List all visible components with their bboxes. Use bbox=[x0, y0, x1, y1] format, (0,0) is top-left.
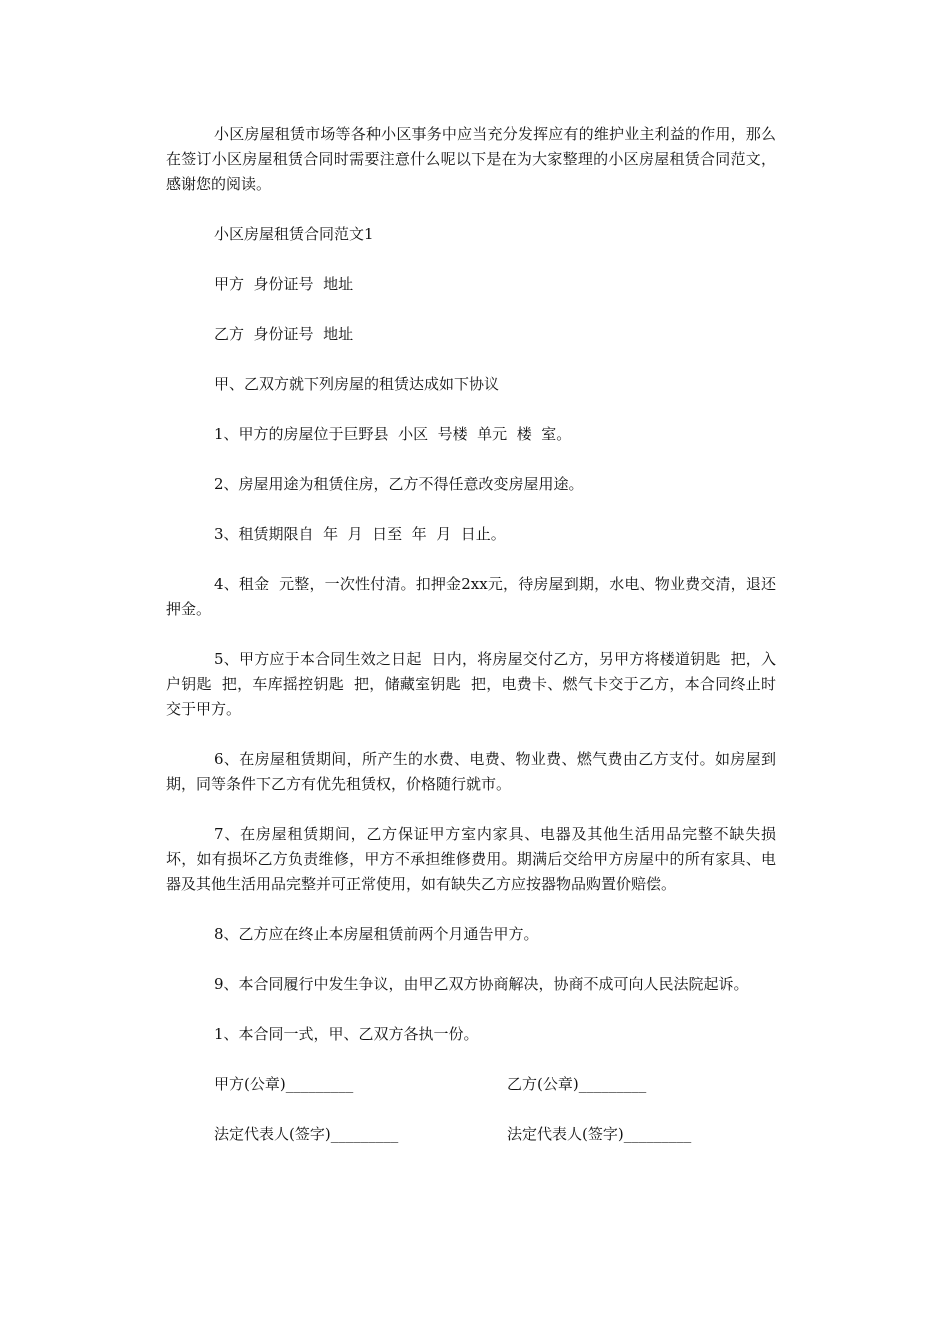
clause-3: 3、租赁期限自 年 月 日至 年 月 日止。 bbox=[214, 525, 506, 543]
clause-9: 9、本合同履行中发生争议，由甲乙双方协商解决，协商不成可向人民法院起诉。 bbox=[214, 975, 749, 993]
seal-row bbox=[166, 1072, 776, 1097]
intro-paragraph: 小区房屋租赁市场等各种小区事务中应当充分发挥应有的维护业主利益的作用，那么在签订小区房屋租赁合同时需要注意什么呢以下是在为大家整理的小区房屋租赁合同范文，感谢您的阅读。 bbox=[166, 125, 776, 193]
party-a-representative-field: 法定代表人(签字)_________ bbox=[214, 1125, 399, 1143]
clause-4: 4、租金 元整，一次性付清。扣押金2xx元，待房屋到期，水电、物业费交清，退还押金。 bbox=[166, 575, 776, 618]
party-b-representative-field: 法定代表人(签字)_________ bbox=[507, 1125, 692, 1143]
clause-8: 8、乙方应在终止本房屋租赁前两个月通告甲方。 bbox=[214, 925, 539, 943]
clause-7: 7、在房屋租赁期间，乙方保证甲方室内家具、电器及其他生活用品完整不缺失损坏，如有损坏乙方负责维修，甲方不承担维修费用。期满后交给甲方房屋中的所有家具、电器及其他生活用品完整并可正常使用，如有缺失乙方应按器物品购置价赔偿。 bbox=[166, 825, 776, 893]
clause-copies: 1、本合同一式，甲、乙双方各执一份。 bbox=[214, 1025, 479, 1043]
contract-heading: 小区房屋租赁合同范文1 bbox=[214, 225, 374, 243]
clause-5: 5、甲方应于本合同生效之日起 日内，将房屋交付乙方，另甲方将楼道钥匙 把，入户钥匙 把，车库摇控钥匙 把，储藏室钥匙 把，电费卡、燃气卡交于乙方，本合同终止时交于甲方。 bbox=[166, 650, 776, 718]
clause-6: 6、在房屋租赁期间，所产生的水费、电费、物业费、燃气费由乙方支付。如房屋到期，同等条件下乙方有优先租赁权，价格随行就市。 bbox=[166, 750, 776, 793]
party-a-line: 甲方 身份证号 地址 bbox=[214, 275, 354, 293]
clause-2: 2、房屋用途为租赁住房，乙方不得任意改变房屋用途。 bbox=[214, 475, 584, 493]
party-a-seal-field: 甲方(公章)_________ bbox=[214, 1075, 354, 1093]
document-page bbox=[166, 122, 776, 1147]
clause-1: 1、甲方的房屋位于巨野县 小区 号楼 单元 楼 室。 bbox=[214, 425, 572, 443]
party-b-line: 乙方 身份证号 地址 bbox=[214, 325, 354, 343]
agreement-line: 甲、乙双方就下列房屋的租赁达成如下协议 bbox=[214, 375, 500, 393]
party-b-seal-field: 乙方(公章)_________ bbox=[507, 1075, 647, 1093]
representative-row bbox=[166, 1122, 776, 1147]
